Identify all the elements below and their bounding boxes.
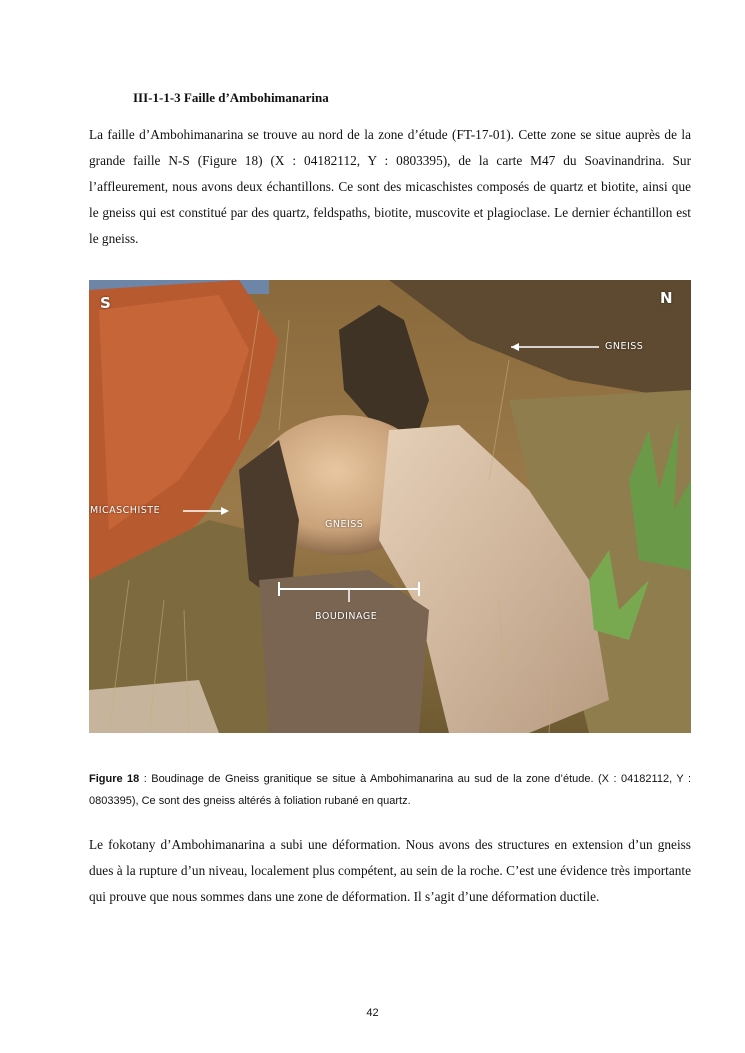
outcrop-photo-drawing xyxy=(89,280,691,733)
section-heading: III-1-1-3 Faille d’Ambohimanarina xyxy=(133,90,329,105)
gneiss-top-label: GNEISS xyxy=(605,341,644,352)
figure-caption-text: : Boudinage de Gneiss granitique se situe à Ambohimanarina au sud de la zone d’étude. (X : 04182112, Y : 0803395), Ce sont des gneiss altérés à foliation rubané en quartz. xyxy=(89,773,692,807)
intro-paragraph: La faille d’Ambohimanarina se trouve au nord de la zone d’étude (FT-17-01). Cette zone se situe auprès de la grande faille N-S (Figure 18) (X : 04182112, Y : 0803395), de la carte M47 du Soavinandrina. Sur l’affleurement, nous avons deux échantillons. Ce sont des micaschistes composés de quartz et biotite, ainsi que le gneiss qui est constitué par des quartz, feldspaths, biotite, muscovite et plagioclase. Le dernier échantillon est le gneiss. xyxy=(89,127,691,246)
page-number: 42 xyxy=(366,1007,379,1019)
micaschiste-label: MICASCHISTE xyxy=(90,505,161,516)
figure-caption-label: Figure 18 xyxy=(89,773,140,785)
figure-caption xyxy=(89,768,691,812)
discussion-paragraph: Le fokotany d’Ambohimanarina a subi une déformation. Nous avons des structures en extension d’un gneiss dues à la rupture d’un niveau, localement plus compétent, au sein de la roche. C’est une évidence très importante qui prouve que nous sommes dans une zone de déformation. Il s’agit d’une déformation ductile. xyxy=(89,837,691,904)
north-label: N xyxy=(660,289,674,307)
outcrop-photo xyxy=(89,280,691,733)
boudinage-label: BOUDINAGE xyxy=(315,611,378,622)
south-label: S xyxy=(100,294,112,312)
gneiss-center-label: GNEISS xyxy=(325,519,364,530)
